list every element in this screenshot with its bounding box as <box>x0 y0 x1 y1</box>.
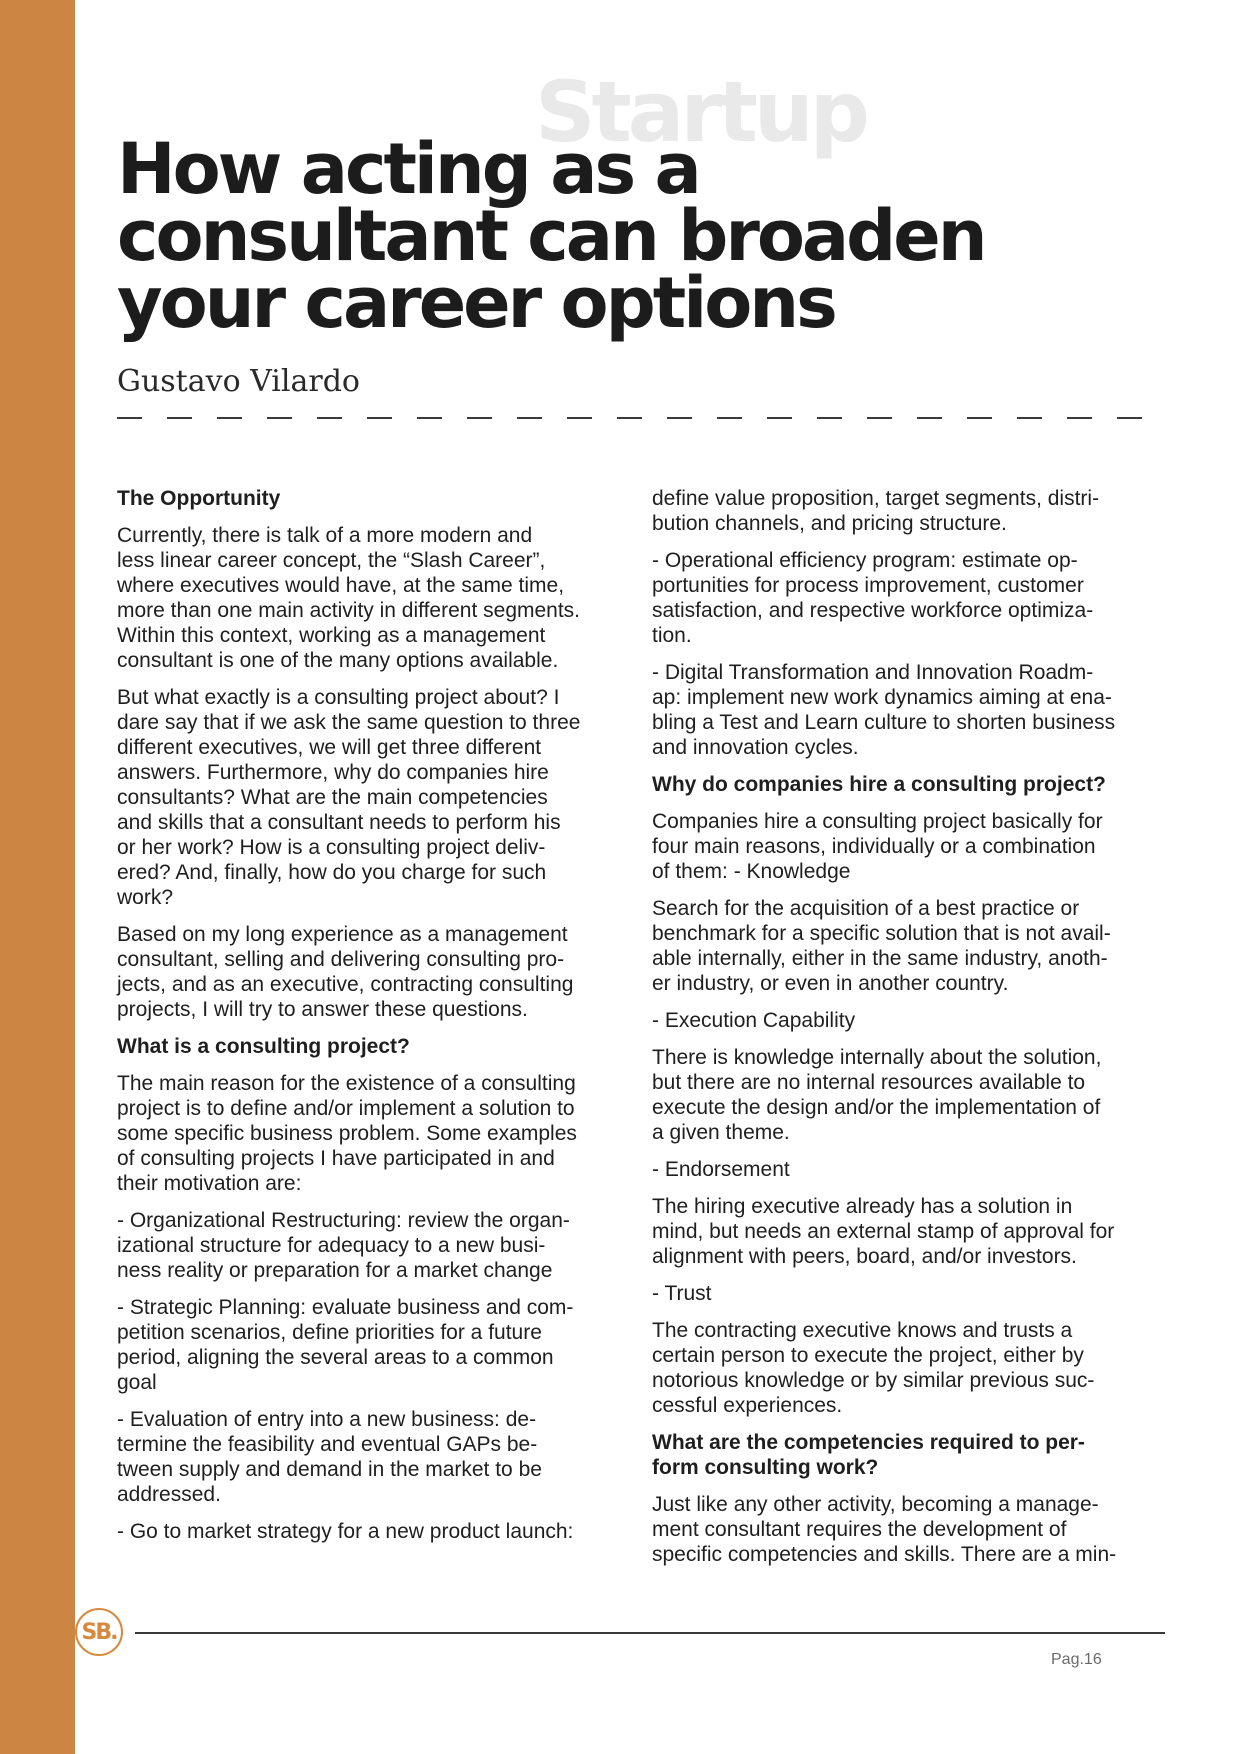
author-name: Gustavo Vilardo <box>117 364 360 399</box>
body-paragraph: Currently, there is talk of a more modern and less linear career concept, the “Slash Career”, where executives would have, at the same time, more than one main activity in different segments. Within this context, working as a management consultant is one of the many options available. <box>117 524 581 672</box>
section-heading: What is a consulting project? <box>117 1035 410 1058</box>
body-paragraph: - Digital Transformation and Innovation Roadm- ap: implement new work dynamics aiming at ena- bling a Test and Learn culture to shorten business and innovation cycles. <box>652 661 1116 759</box>
footer-divider <box>135 1632 1165 1634</box>
section-heading: Why do companies hire a consulting project? <box>652 773 1106 796</box>
body-paragraph: - Execution Capability <box>652 1009 856 1032</box>
section-watermark: Startup <box>535 63 866 161</box>
body-paragraph: The hiring executive already has a solution in mind, but needs an external stamp of approval for alignment with peers, board, and/or investors. <box>652 1195 1115 1268</box>
body-paragraph: define value proposition, target segments, distri- bution channels, and pricing structure. <box>652 487 1100 535</box>
logo-text: SB. <box>81 1619 117 1645</box>
body-paragraph: The contracting executive knows and trusts a certain person to execute the project, either by notorious knowledge or by similar previous suc- cessful experiences. <box>652 1319 1095 1417</box>
body-paragraph: - Operational efficiency program: estimate op- portunities for process improvement, customer satisfaction, and respective workforce optimiza- tion. <box>652 549 1094 647</box>
body-paragraph: But what exactly is a consulting project about? I dare say that if we ask the same question to three different executives, we will get three different answers. Furthermore, why do companies hire consultants? What are the main competencies and skills that a consultant needs to perform his or her work? How is a consulting project deliv- ered? And, finally, how do you charge for such work? <box>117 686 581 909</box>
right-column <box>652 486 1167 1579</box>
body-paragraph: - Strategic Planning: evaluate business and com- petition scenarios, define priorities for a future period, aligning the several areas to a common goal <box>117 1296 574 1394</box>
title-text: How acting as a consultant can broaden your career options <box>117 128 985 344</box>
body-paragraph: - Organizational Restructuring: review the organ- izational structure for adequacy to a new busi- ness reality or preparation for a market change <box>117 1209 570 1282</box>
dashed-divider <box>117 417 1149 419</box>
body-paragraph: Search for the acquisition of a best practice or benchmark for a specific solution that is not avail- able internally, either in the same industry, anoth- er industry, or even in another country. <box>652 897 1111 995</box>
sidebar-accent-bar <box>0 0 75 1754</box>
page-number: Pag.16 <box>1051 1651 1102 1668</box>
body-paragraph: Based on my long experience as a management consultant, selling and delivering consulting pro- jects, and as an executive, contracting consulting projects, I will try to answer these questions. <box>117 923 574 1021</box>
body-paragraph: - Trust <box>652 1282 712 1305</box>
sb-logo-icon <box>75 1608 123 1656</box>
left-column <box>117 486 632 1556</box>
body-paragraph: - Go to market strategy for a new product launch: <box>117 1520 574 1543</box>
body-paragraph: Companies hire a consulting project basically for four main reasons, individually or a combination of them: - Knowledge <box>652 810 1103 883</box>
body-paragraph: There is knowledge internally about the solution, but there are no internal resources available to execute the design and/or the implementation of a given theme. <box>652 1046 1102 1144</box>
section-heading: What are the competencies required to per- form consulting work? <box>652 1431 1085 1479</box>
body-paragraph: - Evaluation of entry into a new business: de- termine the feasibility and eventual GAPs be- tween supply and demand in the market to be addressed. <box>117 1408 542 1506</box>
body-paragraph: - Endorsement <box>652 1158 790 1181</box>
article-title <box>117 128 1117 344</box>
section-heading: The Opportunity <box>117 487 281 510</box>
body-paragraph: Just like any other activity, becoming a manage- ment consultant requires the development of specific competencies and skills. There are a min- <box>652 1493 1117 1566</box>
body-paragraph: The main reason for the existence of a consulting project is to define and/or implement a solution to some specific business problem. Some examples of consulting projects I have participated in and their motivation are: <box>117 1072 577 1195</box>
